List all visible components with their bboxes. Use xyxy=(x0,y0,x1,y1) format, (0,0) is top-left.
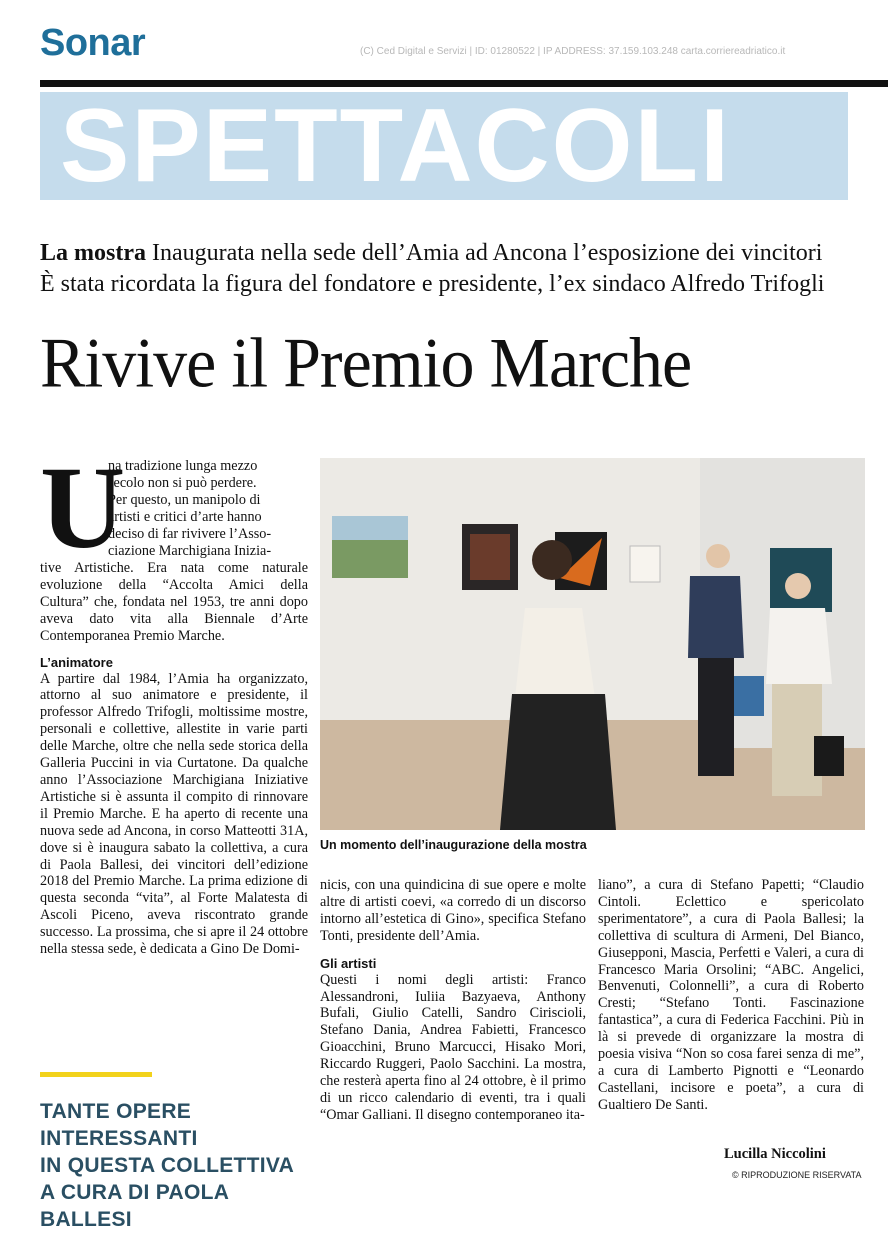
paragraph-animatore: A partire dal 1984, l’Amia ha organizzato, attorno al suo animatore e presidente, il professor Alfredo Trifogli, moltissime mostre, personali e collettive, allestite in varie parti delle Marche, oltre che nella sede storica della Galleria Puccini in via Curtatone. Da qualche anno l’Associazione Marchigiana Iniziative Artistiche si è assunta il compito di rinnovare il Premio Marche. E ha aperto di recente una nuova sede ad Ancona, in corso Matteotti 31A, dove si è inaugura sabato la collettiva, a cura di Paola Ballesi, dei vincitori dell’edizione 2018 del Premio Marche. La prima edizione di questa seconda “vita”, al Forte Malatesta di Ascoli Piceno, aveva riscontrato grande successo. La prossima, che si apre il 24 ottobre nella stessa sede, è dedicata a Gino De Domi- xyxy=(40,670,308,958)
author-signature: Lucilla Niccolini xyxy=(724,1146,826,1162)
paragraph-tonti: nicis, con una quindicina di sue opere e molte altre di artisti coevi, «a corredo di un discorso intorno all’estetica di Gino», specifica Stefano Tonti, presidente dell’Amia. xyxy=(320,877,586,944)
gallery-scene-image xyxy=(320,458,865,830)
subheading-artisti: Gli artisti xyxy=(320,955,377,971)
lead-lines xyxy=(108,458,308,559)
headline: Rivive il Premio Marche xyxy=(40,322,692,402)
paragraph-artisti: Questi i nomi degli artisti: Franco Alessandroni, Iuliia Bazyaeva, Anthony Bufali, Giulio Catelli, Sandro Ciriscioli, Stefano Dania, Andrea Fabietti, Francesco Gioacchini, Bruno Marcucci, Hisako Mori, Riccardo Ruggeri, Paolo Sacchini. La mostra, che resterà aperta fino al 24 ottobre, è il primo di un ricco calendario di eventi, tra i quali “Omar Galliani. Il disegno contemporaneo ita- xyxy=(320,971,586,1123)
lead-line: secolo non si può perdere. xyxy=(108,474,257,491)
lead-line: na tradizione lunga mezzo xyxy=(108,458,258,474)
drop-cap: U xyxy=(40,442,126,573)
lead-line: artisti e critici d’arte hanno xyxy=(108,508,262,525)
kicker-line-1 xyxy=(40,238,880,268)
pullquote-line: A CURA DI PAOLA BALLESI xyxy=(40,1181,229,1231)
kicker-text-1: Inaugurata nella sede dell’Amia ad Ancona l’esposizione dei vincitori xyxy=(145,240,823,266)
masthead-logo: Sonar xyxy=(40,22,146,64)
pullquote-line: TANTE OPERE INTERESSANTI xyxy=(40,1100,198,1150)
section-banner xyxy=(40,92,848,200)
pullquote-accent xyxy=(40,1072,152,1077)
photo-caption: Un momento dell’inaugurazione della mostra xyxy=(320,838,587,852)
lead-line: ciazione Marchigiana Inizia- xyxy=(108,542,272,559)
masthead-rule xyxy=(40,80,888,87)
paragraph-eventi: liano”, a cura di Stefano Papetti; “Claudio Cintoli. Eclettico e spericolato sperimentatore”, a cura di Paola Ballesi; la collettiva di scultura di Armeni, Del Bianco, Giusepponi, Mascia, Perfetti e Valeri, a cura di Francesco Maria Orsolini; “ABC. Angelici, Benvenuti, Colonnelli”, a cura di Roberto Cresti; “Stefano Tonti. Fascinazione fantastica”, a cura di Federica Facchini. Più in là si prevede di organizzare la mostra di poesia visiva “Non so cosa farei senza di me”, a cura di Lamberto Pignotti e “Leonardo Castellani, incisore e poeta”, a cura di Gualtiero De Santi. xyxy=(598,877,864,1113)
rights-notice: © RIPRODUZIONE RISERVATA xyxy=(732,1170,862,1180)
exhibition-photo xyxy=(320,458,865,830)
lead-line: Per questo, un manipolo di xyxy=(108,491,261,508)
subheading-animatore: L’animatore xyxy=(40,654,113,670)
lead-line: deciso di far rivivere l’Asso- xyxy=(108,525,272,542)
article-column-3 xyxy=(598,877,864,1114)
pullquote-line: IN QUESTA COLLETTIVA xyxy=(40,1154,295,1177)
section-title: SPETTACOLI xyxy=(60,92,731,200)
kicker-line-2: È stata ricordata la figura del fondatore e presidente, l’ex sindaco Alfredo Trifogli xyxy=(40,271,825,297)
kicker-label: La mostra xyxy=(40,240,146,266)
article-column-2 xyxy=(320,877,586,1124)
pullquote xyxy=(40,1098,310,1233)
paragraph-intro: tive Artistiche. Era nata come naturale evoluzione della “Accolta Amici della Cultura” che, fondata nel 1953, tre anni dopo aveva dato vita alla Biennale d’Arte Contemporanea Premio Marche. xyxy=(40,560,308,644)
copyright-meta: (C) Ced Digital e Servizi | ID: 01280522 | IP ADDRESS: 37.159.103.248 carta.corriereadriatico.it xyxy=(360,46,786,57)
article-column-1 xyxy=(40,560,308,958)
